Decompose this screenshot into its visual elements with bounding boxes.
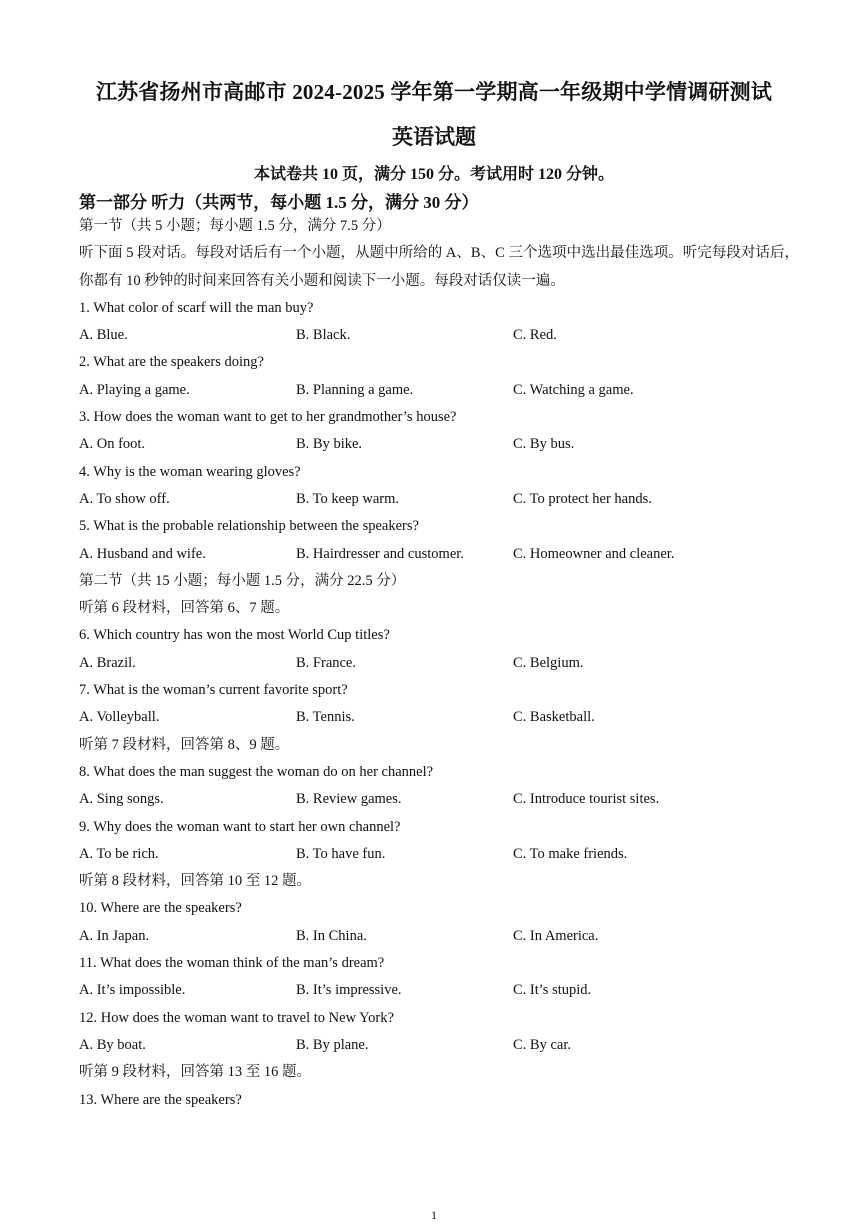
section1-heading: 第一节（共 5 小题；每小题 1.5 分，满分 7.5 分） (79, 218, 391, 234)
question-1: 1. What color of scarf will the man buy? (79, 299, 314, 316)
page-number: 1 (431, 1208, 437, 1222)
option-c: C. By car. (513, 1036, 571, 1053)
option-b: B. Review games. (296, 791, 402, 808)
question-13: 13. Where are the speakers? (79, 1091, 242, 1108)
options-4 (79, 486, 799, 513)
material-7: 听第 7 段材料，回答第 8、9 题。 (79, 736, 290, 753)
option-c: C. Belgium. (513, 654, 584, 671)
question-7: 7. What is the woman’s current favorite sport? (79, 682, 348, 699)
option-a: A. To show off. (79, 490, 170, 507)
question-5: 5. What is the probable relationship between the speakers? (79, 518, 419, 535)
option-c: C. To protect her hands. (513, 490, 652, 507)
question-12: 12. How does the woman want to travel to New York? (79, 1009, 394, 1026)
option-a: A. Husband and wife. (79, 545, 206, 562)
option-a: A. It’s impossible. (79, 982, 186, 999)
option-a: A. Brazil. (79, 654, 136, 671)
option-b: B. In China. (296, 927, 367, 944)
options-2 (79, 377, 799, 404)
option-b: B. By bike. (296, 436, 363, 453)
option-b: B. By plane. (296, 1036, 369, 1053)
option-c: C. It’s stupid. (513, 982, 592, 999)
option-c: C. In America. (513, 927, 599, 944)
material-9: 听第 9 段材料，回答第 13 至 16 题。 (79, 1064, 311, 1081)
exam-content (79, 213, 799, 1114)
part1-heading: 第一部分 听力（共两节，每小题 1.5 分，满分 30 分） (79, 193, 479, 212)
option-c: C. Red. (513, 327, 557, 344)
options-7 (79, 704, 799, 731)
exam-title: 江苏省扬州市高邮市 2024-2025 学年第一学期高一年级期中学情调研测试 (95, 80, 773, 104)
options-5 (79, 541, 799, 568)
question-9: 9. Why does the woman want to start her own channel? (79, 818, 401, 835)
option-a: A. Sing songs. (79, 791, 164, 808)
question-3: 3. How does the woman want to get to her grandmother’s house? (79, 409, 457, 426)
option-c: C. Basketball. (513, 709, 595, 726)
option-a: A. Blue. (79, 327, 128, 344)
option-c: C. To make friends. (513, 845, 628, 862)
question-11: 11. What does the woman think of the man’s dream? (79, 955, 385, 972)
option-b: B. To keep warm. (296, 490, 400, 507)
section1-instructions: 听下面 5 段对话。每段对话后有一个小题，从题中所给的 A、B、C 三个选项中选出最佳选项。听完每段对话后，你都有 10 秒钟的时间来回答有关小题和阅读下一小题。每段对话仅读一遍。 (79, 245, 799, 289)
option-b: B. France. (296, 654, 356, 671)
options-1 (79, 322, 799, 349)
option-a: A. To be rich. (79, 845, 159, 862)
option-b: B. It’s impressive. (296, 982, 402, 999)
option-c: C. By bus. (513, 436, 575, 453)
option-b: B. To have fun. (296, 845, 386, 862)
option-b: B. Black. (296, 327, 351, 344)
option-b: B. Hairdresser and customer. (296, 545, 464, 562)
options-3 (79, 431, 799, 458)
option-a: A. By boat. (79, 1036, 146, 1053)
material-6: 听第 6 段材料，回答第 6、7 题。 (79, 600, 290, 617)
option-c: C. Watching a game. (513, 381, 634, 398)
question-6: 6. Which country has won the most World Cup titles? (79, 627, 390, 644)
exam-info: 本试卷共 10 页，满分 150 分。考试用时 120 分钟。 (253, 166, 614, 183)
options-8 (79, 786, 799, 813)
material-8: 听第 8 段材料，回答第 10 至 12 题。 (79, 873, 311, 890)
option-c: C. Introduce tourist sites. (513, 791, 660, 808)
option-b: B. Planning a game. (296, 381, 414, 398)
question-8: 8. What does the man suggest the woman do on her channel? (79, 763, 434, 780)
option-b: B. Tennis. (296, 709, 355, 726)
option-a: A. In Japan. (79, 927, 150, 944)
section2-heading: 第二节（共 15 小题；每小题 1.5 分，满分 22.5 分） (79, 572, 406, 589)
options-10 (79, 923, 799, 950)
option-a: A. On foot. (79, 436, 146, 453)
options-11 (79, 977, 799, 1004)
question-10: 10. Where are the speakers? (79, 900, 242, 917)
options-6 (79, 650, 799, 677)
options-9 (79, 841, 799, 868)
option-a: A. Volleyball. (79, 709, 160, 726)
option-a: A. Playing a game. (79, 381, 190, 398)
question-2: 2. What are the speakers doing? (79, 354, 264, 371)
option-c: C. Homeowner and cleaner. (513, 545, 675, 562)
question-4: 4. Why is the woman wearing gloves? (79, 463, 301, 480)
exam-subject: 英语试题 (392, 125, 476, 149)
options-12 (79, 1032, 799, 1059)
